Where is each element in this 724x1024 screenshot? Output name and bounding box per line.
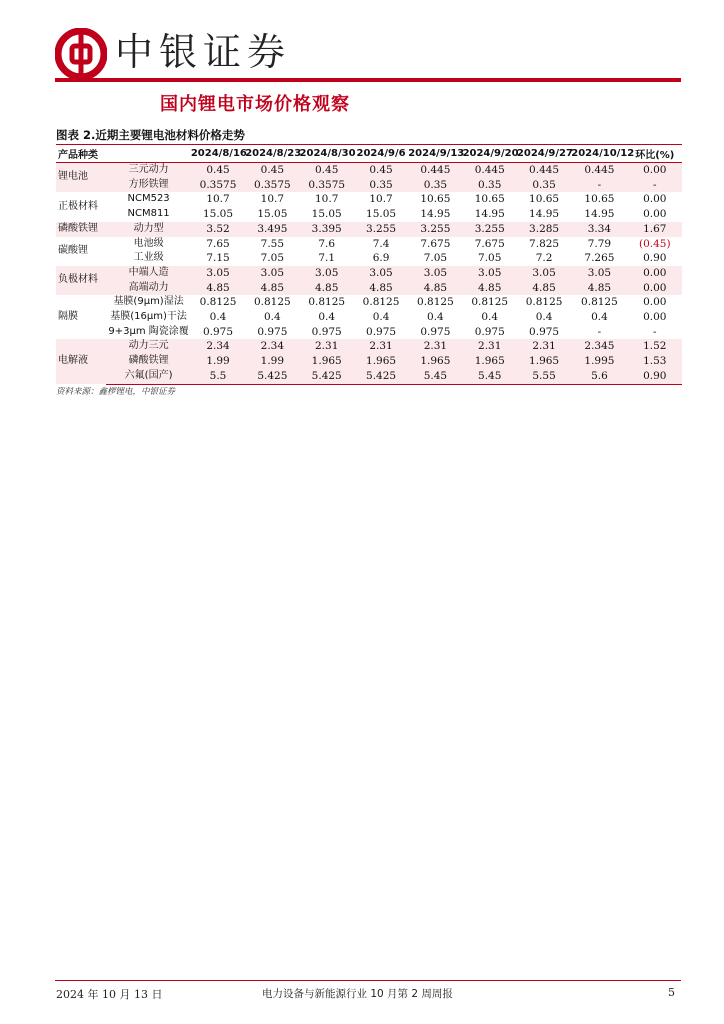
price-cell: 15.05 xyxy=(311,208,342,221)
price-cell: 7.15 xyxy=(206,252,230,265)
table-row xyxy=(56,325,682,340)
price-cell: 5.55 xyxy=(517,369,571,384)
price-cell: 6.9 xyxy=(372,252,390,265)
header-date: 2024/9/27 xyxy=(517,145,571,163)
price-cell: 0.445 xyxy=(571,163,627,178)
price-cell: 0.975 xyxy=(529,325,560,338)
price-cell: 2.31 xyxy=(354,339,408,354)
price-cell: 10.65 xyxy=(584,193,615,206)
change-cell: - xyxy=(628,178,682,193)
price-cell: 0.8125 xyxy=(417,296,454,309)
price-cell: 14.95 xyxy=(474,208,505,221)
change-cell: 0.00 xyxy=(628,266,682,281)
price-cell: 7.2 xyxy=(535,252,553,265)
price-cell: 4.85 xyxy=(408,281,462,296)
price-cell: 7.6 xyxy=(318,237,336,250)
price-cell: 5.5 xyxy=(191,369,245,384)
footer-divider xyxy=(55,980,681,981)
price-cell: 0.45 xyxy=(300,163,354,178)
price-cell: 0.4 xyxy=(264,311,281,324)
header-date: 2024/9/6 xyxy=(354,145,408,163)
header-date: 2024/9/20 xyxy=(463,145,517,163)
table-row xyxy=(56,163,682,178)
price-cell: 0.8125 xyxy=(199,296,237,309)
header-date: 2024/10/12 xyxy=(571,145,627,163)
category-cell: 磷酸铁锂 xyxy=(56,222,106,237)
price-cell: 3.285 xyxy=(517,222,571,237)
price-cell: 3.05 xyxy=(463,266,517,281)
price-cell: 1.965 xyxy=(463,354,517,369)
table-row xyxy=(56,178,682,193)
price-cell: - xyxy=(597,325,602,338)
price-cell: 2.31 xyxy=(408,339,462,354)
price-cell: 0.975 xyxy=(366,325,397,338)
change-cell: 1.52 xyxy=(628,339,682,354)
boc-logo-icon xyxy=(55,28,107,80)
price-cell: 3.05 xyxy=(245,266,299,281)
price-cell: 0.975 xyxy=(311,325,342,338)
price-cell: 15.05 xyxy=(366,208,397,221)
price-cell: 1.99 xyxy=(191,354,245,369)
change-cell: 0.90 xyxy=(628,369,682,384)
price-cell: 14.95 xyxy=(584,208,615,221)
price-cell: 0.445 xyxy=(517,163,571,178)
report-header xyxy=(55,28,681,80)
product-cell: 动力三元 xyxy=(106,339,191,354)
category-cell: 电解液 xyxy=(56,339,106,384)
change-cell: 0.00 xyxy=(643,193,667,206)
price-cell: 2.31 xyxy=(463,339,517,354)
price-cell: 0.35 xyxy=(517,178,571,193)
price-cell: 3.34 xyxy=(571,222,627,237)
price-cell: 5.425 xyxy=(245,369,299,384)
price-cell: 0.975 xyxy=(257,325,288,338)
price-cell: 3.495 xyxy=(245,222,299,237)
price-cell: 4.85 xyxy=(517,281,571,296)
price-cell: 1.965 xyxy=(300,354,354,369)
table-row xyxy=(56,266,682,281)
price-cell: 14.95 xyxy=(529,208,560,221)
header-change: 环比(%) xyxy=(628,145,682,163)
change-cell: 0.00 xyxy=(628,163,682,178)
table-row xyxy=(56,237,682,252)
category-cell: 正极材料 xyxy=(58,200,98,212)
change-cell: 0.00 xyxy=(643,311,667,324)
price-cell: 7.265 xyxy=(584,252,615,265)
price-cell: 5.45 xyxy=(408,369,462,384)
product-cell: 基膜(16μm)干法 xyxy=(110,311,187,323)
price-cell: 0.975 xyxy=(420,325,451,338)
price-cell: 3.52 xyxy=(191,222,245,237)
price-cell: 1.965 xyxy=(517,354,571,369)
change-cell: 0.00 xyxy=(643,296,667,309)
table-row xyxy=(56,281,682,296)
price-cell: 3.05 xyxy=(300,266,354,281)
category-cell: 负极材料 xyxy=(56,266,106,295)
price-cell: 2.31 xyxy=(300,339,354,354)
product-cell: 高端动力 xyxy=(106,281,191,296)
price-cell: 0.35 xyxy=(354,178,408,193)
change-cell: 1.67 xyxy=(628,222,682,237)
price-cell: 10.7 xyxy=(260,193,285,206)
page-number: 5 xyxy=(668,986,675,999)
category-cell: 隔膜 xyxy=(58,311,78,323)
price-cell: 0.4 xyxy=(591,311,608,324)
product-cell: 磷酸铁锂 xyxy=(106,354,191,369)
price-table-container xyxy=(56,144,682,385)
price-cell: 0.45 xyxy=(245,163,299,178)
price-cell: 0.8125 xyxy=(362,296,400,309)
price-cell: 4.85 xyxy=(191,281,245,296)
price-cell: 4.85 xyxy=(300,281,354,296)
price-cell: 7.65 xyxy=(206,237,230,250)
section-title: 国内锂电市场价格观察 xyxy=(160,94,350,115)
price-cell: 0.4 xyxy=(535,311,553,324)
price-cell: 0.45 xyxy=(354,163,408,178)
price-cell: 5.45 xyxy=(463,369,517,384)
source-note: 资料来源：鑫椤锂电，中银证券 xyxy=(56,387,176,397)
table-row xyxy=(56,369,682,384)
price-cell: 0.35 xyxy=(408,178,462,193)
price-cell: 0.8125 xyxy=(525,296,563,309)
price-cell: 0.445 xyxy=(463,163,517,178)
price-cell: 7.675 xyxy=(420,237,451,250)
price-cell: 4.85 xyxy=(463,281,517,296)
price-cell: 2.34 xyxy=(245,339,299,354)
price-cell: 1.965 xyxy=(354,354,408,369)
price-cell: 10.65 xyxy=(420,193,451,206)
price-cell: 3.05 xyxy=(408,266,462,281)
price-cell: 7.825 xyxy=(529,237,560,250)
price-cell: 10.65 xyxy=(529,193,560,206)
price-cell: 3.05 xyxy=(571,266,627,281)
price-cell: 5.6 xyxy=(571,369,627,384)
price-cell: 1.995 xyxy=(571,354,627,369)
header-date: 2024/8/16 xyxy=(191,145,245,163)
change-cell: (0.45) xyxy=(639,237,671,250)
price-cell: 0.445 xyxy=(408,163,462,178)
price-cell: 7.05 xyxy=(260,252,285,265)
header-date: 2024/8/23 xyxy=(245,145,299,163)
price-cell: 3.255 xyxy=(463,222,517,237)
product-cell: 三元动力 xyxy=(106,163,191,178)
price-cell: 7.4 xyxy=(372,237,390,250)
price-cell: 3.395 xyxy=(300,222,354,237)
price-cell: 3.05 xyxy=(191,266,245,281)
change-cell: 0.00 xyxy=(643,208,667,221)
price-cell: 0.4 xyxy=(318,311,336,324)
price-cell: 0.35 xyxy=(463,178,517,193)
product-cell: 工业级 xyxy=(133,252,164,264)
product-cell: 六氟(国产) xyxy=(106,369,191,384)
price-cell: 3.05 xyxy=(517,266,571,281)
table-caption: 图表 2.近期主要锂电池材料价格走势 xyxy=(56,128,245,142)
price-cell: 4.85 xyxy=(245,281,299,296)
price-cell: 5.425 xyxy=(354,369,408,384)
price-cell: 0.3575 xyxy=(300,178,354,193)
product-cell: 9+3μm 陶瓷涂覆 xyxy=(108,325,189,337)
table-row xyxy=(56,222,682,237)
table-row xyxy=(56,192,682,207)
price-cell: 2.31 xyxy=(517,339,571,354)
table-row xyxy=(56,339,682,354)
price-cell: 0.8125 xyxy=(471,296,509,309)
price-cell: 4.85 xyxy=(354,281,408,296)
price-cell: 7.1 xyxy=(318,252,336,265)
header-category: 产品种类 xyxy=(56,145,191,163)
price-cell: 7.55 xyxy=(260,237,285,250)
price-cell: 3.255 xyxy=(354,222,408,237)
price-cell: 0.3575 xyxy=(191,178,245,193)
table-row xyxy=(56,310,682,325)
change-cell: - xyxy=(653,325,657,338)
price-cell: 10.7 xyxy=(315,193,339,206)
price-cell: 3.05 xyxy=(354,266,408,281)
price-cell: 0.4 xyxy=(209,311,227,324)
price-cell: 15.05 xyxy=(202,208,234,221)
price-cell: 3.255 xyxy=(408,222,462,237)
footer-report-title: 电力设备与新能源行业 10 月第 2 周周报 xyxy=(262,988,453,1000)
price-cell: 0.8125 xyxy=(581,296,618,309)
price-cell: 0.8125 xyxy=(253,296,291,309)
price-cell: 15.05 xyxy=(257,208,288,221)
product-cell: 中端人造 xyxy=(106,266,191,281)
change-cell: 0.90 xyxy=(643,252,667,265)
table-body xyxy=(56,163,682,385)
header-date: 2024/9/13 xyxy=(408,145,462,163)
table-row xyxy=(56,295,682,310)
product-cell: NCM523 xyxy=(127,193,170,205)
price-cell: 7.79 xyxy=(587,237,612,250)
table-row xyxy=(56,207,682,222)
price-cell: 1.965 xyxy=(408,354,462,369)
table-row xyxy=(56,354,682,369)
price-cell: 2.345 xyxy=(571,339,627,354)
price-cell: 7.05 xyxy=(478,252,502,265)
category-cell: 碳酸锂 xyxy=(58,244,88,256)
price-cell: 0.4 xyxy=(481,311,499,324)
brand-name: 中银证券 xyxy=(115,30,292,74)
product-cell: 电池级 xyxy=(133,237,164,249)
table-header-row xyxy=(56,145,682,163)
price-cell: 0.45 xyxy=(191,163,245,178)
change-cell: 0.00 xyxy=(628,281,682,296)
price-cell: 14.95 xyxy=(420,208,451,221)
price-cell: 2.34 xyxy=(191,339,245,354)
price-cell: 7.05 xyxy=(423,252,448,265)
price-cell: 5.425 xyxy=(300,369,354,384)
footer-date: 2024 年 10 月 13 日 xyxy=(56,988,163,1001)
price-cell: 0.3575 xyxy=(245,178,299,193)
product-cell: 动力型 xyxy=(106,222,191,237)
table-row xyxy=(56,251,682,266)
category-cell: 锂电池 xyxy=(56,163,106,193)
price-cell: 0.975 xyxy=(202,325,234,338)
price-cell: 1.99 xyxy=(245,354,299,369)
price-cell: 0.975 xyxy=(474,325,505,338)
product-cell: 基膜(9μm)湿法 xyxy=(113,296,184,308)
price-cell: - xyxy=(571,178,627,193)
product-cell: 方形铁锂 xyxy=(106,178,191,193)
price-cell: 10.65 xyxy=(474,193,505,206)
price-table xyxy=(56,144,682,385)
price-cell: 4.85 xyxy=(571,281,627,296)
price-cell: 7.675 xyxy=(474,237,505,250)
price-cell: 0.4 xyxy=(427,311,444,324)
header-date: 2024/8/30 xyxy=(300,145,354,163)
price-cell: 10.7 xyxy=(369,193,393,206)
change-cell: 1.53 xyxy=(628,354,682,369)
price-cell: 0.8125 xyxy=(308,296,346,309)
price-cell: 10.7 xyxy=(206,193,230,206)
price-cell: 0.4 xyxy=(372,311,390,324)
product-cell: NCM811 xyxy=(127,208,170,220)
header-divider xyxy=(55,78,681,82)
